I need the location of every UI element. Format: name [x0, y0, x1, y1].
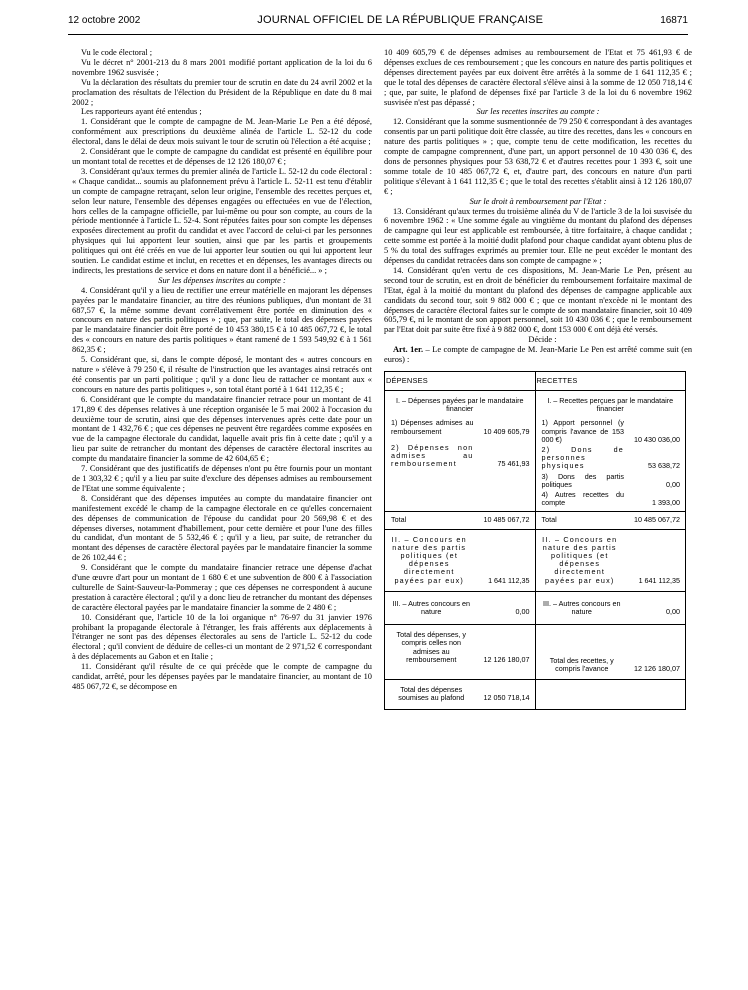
paragraph: Vu le code électoral ;: [81, 48, 153, 57]
rec-autres-label: III. – Autres concours en nature: [542, 598, 621, 617]
dep-section-3: [385, 591, 536, 624]
paragraph: Vu le décret n° 2001-213 du 8 mars 2001 modifié portant application de la loi du 6 novembre 1962 susvisée ;: [72, 57, 372, 77]
dep-soumis-plafond: [385, 680, 536, 709]
right-column: [384, 48, 692, 710]
dep-row: [385, 436, 535, 469]
article-1: [384, 345, 692, 365]
rec-total-cell: [536, 512, 686, 528]
paragraph: 7. Considérant que des justificatifs de dépenses n'ont pu être fournis pour un montant de 1 303,32 € ; qu'il y a lieu par suite d'exclure des dépenses admises au remboursement de l'Etat une somme équivalente ;: [72, 464, 372, 493]
paragraph: 10. Considérant que, l'article 10 de la loi organique n° 76-97 du 31 janvier 1976 prohibant la propagande électorale à l'étranger, les frais afférents aux déplacements à l'étranger ne sont pas des dépenses électorales au sens de l'article L. 52-12 du code électoral ; qu'il convient de déduire de celles-ci un montant de 2 971,52 € correspondant à des déplacements au Gabon et en Italie ;: [72, 612, 372, 662]
dep-soumis-label: Total des dépenses soumises au plafond: [398, 685, 465, 703]
dep-autres-label: III. – Autres concours en nature: [392, 598, 470, 617]
rec-total-label: Total: [541, 515, 557, 525]
recettes-section-1: [535, 391, 686, 512]
journal-title: JOURNAL OFFICIEL DE LA RÉPUBLIQUE FRANÇAISE: [257, 14, 544, 26]
paragraph: 6. Considérant que le compte du mandataire financier retrace pour un montant de 41 171,89 € des dépenses relatives à une réception organisée le 5 mai 2002 à l'occasion du deuxième tour de scrutin, ainsi que des dépenses intervenues après cette date pour un montant de 1 432,76 € ; que ces dépenses ne peuvent être regardées comme exposées en vue de la campagne électorale du candidat, laquelle avait pris fin à cette date ; qu'il y a lieu par suite de retrancher du montant des dépenses de caractère électoral inscrites au compte du mandataire financier la somme de 42 604,65 € ;: [72, 394, 372, 464]
paragraph: 14. Considérant qu'en vertu de ces dispositions, M. Jean-Marie Le Pen, présent au second tour de scrutin, est en droit de bénéficier du remboursement forfaitaire maximal de l'Etat, égal à la moitié du montant du plafond des dépenses de campagne applicable aux candidats du second tour, soit 9 882 000 € ; que ce montant n'excède ni le montant des dépenses de caractère électoral faites sur le compte de son mandataire financier, soit 10 409 605,79 €, ni le montant de son apport personnel, soit 10 430 036 € ; que le remboursement par l'Etat doit par suite être fixé à 9 882 000 €, dont 153 000 € ont déjà été versés.: [384, 265, 692, 335]
rec-row-amount: 53 638,72: [648, 461, 680, 471]
paragraph: Les rapporteurs ayant été entendus ;: [81, 107, 202, 117]
rec-concours-cell: [536, 530, 686, 591]
dep-total-row: [385, 512, 536, 529]
rec-row: [536, 444, 686, 471]
dep-total-label: Total: [391, 515, 407, 525]
dep-row-amount: 10 409 605,79: [483, 426, 530, 436]
dep-grand-total-label: Total des dépenses, y compris celles non admises au remboursement: [396, 630, 467, 664]
rec-row-label: 1) Apport personnel (y compris l'avance de 153 000 €): [541, 418, 624, 444]
rec-row-label: 2) Dons de personnes physiques: [541, 445, 624, 471]
rec-row: [536, 417, 686, 444]
page-number: 16871: [660, 15, 688, 26]
dep-section-title: I. – Dépenses payées par le mandataire financier: [396, 396, 524, 414]
col-header-recettes: RECETTES: [535, 372, 686, 391]
rec-row-amount: 0,00: [666, 479, 680, 489]
dep-section-2: [385, 529, 536, 591]
rec-total-row: [535, 512, 686, 529]
section-heading: Sur le droit à remboursement par l'Etat :: [469, 196, 607, 206]
dep-row-label: 1) Dépenses admises au remboursement: [391, 418, 474, 436]
rec-row: [536, 489, 686, 507]
rec-autres-amount: 0,00: [666, 607, 680, 617]
rec-section-3: [535, 591, 686, 624]
depenses-section-1: [385, 391, 536, 512]
rec-autres-cell: [536, 592, 686, 624]
dep-concours-cell: [385, 530, 535, 591]
rec-section-title: I. – Recettes perçues par le mandataire financier: [547, 396, 674, 414]
paragraph: 9. Considérant que le compte du mandataire financier retrace une dépense d'achat d'une œuvre d'art pour un montant de 1 680 € et une subvention de 800 € à l'association culturelle de Saint-Sauveur-la-Pommeray ; que ces dépenses ne correspondent à aucune prestation à caractère électoral ; qu'il y a donc lieu de retrancher du montant des dépenses de caractère électoral payées par le mandataire financier la somme de 2 480 € ;: [72, 563, 372, 612]
article-label: Art. 1er.: [393, 345, 424, 355]
paragraph: 12. Considérant que la somme susmentionnée de 79 250 € correspondant à des avantages consentis par un parti politique doit être classée, au titre des recettes, dans les « concours en nature des partis politiques » ; que, compte tenu de cette modification, les recettes du compte de campagne comprennent, d'une part, un apport personnel de 10 430 036 €, des dons de personnes physiques pour 53 638,72 € et d'autres recettes pour 1 393 €, soit une somme totale de 10 485 067,72 €, et, d'autre part, des concours en nature d'un parti politique s'élevant à 1 641 112,35 € ; que le total des recettes s'établit ainsi à 12 126 180,07 € ;: [384, 117, 692, 196]
dep-total-cell: [385, 512, 535, 528]
dep-row-label: 2) Dépenses non admises au remboursement: [391, 442, 474, 469]
rec-grand-total-cell: [536, 625, 686, 679]
rec-grand-total-amount: 12 126 180,07: [634, 664, 680, 674]
rec-row-amount: 10 430 036,00: [634, 434, 680, 444]
empty-cell: [535, 680, 686, 709]
campaign-account-table: [384, 371, 686, 710]
rec-total-amount: 10 485 067,72: [634, 515, 680, 525]
paragraph: 2. Considérant que le compte de campagne du candidat est présenté en équilibre pour un montant total de recettes et de dépenses de 12 126 180,07 € ;: [72, 147, 372, 166]
dep-total-amount: 10 485 067,72: [483, 515, 530, 525]
dep-grand-total: [385, 625, 536, 680]
dep-autres-amount: 0,00: [515, 607, 530, 617]
rec-section-2: [535, 529, 686, 591]
dep-soumis-cell: [385, 680, 535, 708]
rec-concours-label: II. – Concours en nature des partis politiques (et dépenses directement payées par eux): [542, 534, 618, 585]
paragraph: 3. Considérant qu'aux termes du premier alinéa de l'article L. 52-12 du code électoral : « Chaque candidat... soumis au plafonnement prévu à l'article L. 52-11 est tenu d'établir un compte de campagne retraçant, selon leur origine, l'ensemble des recettes perçues et, selon leur nature, l'ensemble des dépenses engagées ou effectuées en vue de l'élection, hors celles de la campagne officielle, par lui-même ou pour son compte, au cours de la période mentionnée à l'article L. 52-4. Sont réputées faites pour son compte les dépenses exposées directement au profit du candidat et avec l'accord de celui-ci par les personnes physiques qui lui apportent leur soutien, ainsi que par les partis et groupements politiques qui ont été créés en vue de lui apporter leur soutien ou qui lui apportent leur soutien. Le candidat estime et inclut, en recettes et en dépenses, les avantages directs ou indirects, les prestations de service et dons en nature dont il a bénéficié... » ;: [72, 166, 372, 275]
dep-grand-total-cell: [385, 625, 535, 670]
dep-concours-label: II. – Concours en nature des partis politiques (et dépenses directement payées par eux): [391, 534, 467, 585]
paragraph: 4. Considérant qu'il y a lieu de rectifier une erreur matérielle en majorant les dépenses payées par le mandataire financier, au titre des réunions publiques, d'un montant de 31 687,57 €, la même somme devant corrélativement être portée en diminution des « concours en nature des partis politiques » ; que, par suite, le total des dépenses payées par le mandataire financier doit être porté de 10 453 380,15 € à 10 485 067,72 €, le total des « concours en nature des partis politiques » étant ramené de 1 593 549,92 € à 1 561 862,35 € ;: [72, 285, 372, 355]
dep-autres-cell: [385, 592, 535, 624]
rec-grand-total: [535, 625, 686, 680]
page-header: [68, 14, 688, 35]
header-date: 12 octobre 2002: [68, 15, 141, 26]
decision-heading: Décide :: [528, 335, 557, 345]
paragraph: 10 409 605,79 € de dépenses admises au remboursement de l'Etat et 75 461,93 € de dépenses exclues de ces remboursement ; que les concours en nature des partis politiques et dépenses directement payées par eux doivent être arrêtés à la somme de 1 641 112,35 € ; que le total des dépenses de caractère électoral s'élève ainsi à la somme de 12 050 718,14 € ; que, par suite, le plafond de dépenses fixé par l'article 3 de la loi du 6 novembre 1962 susvisée n'est pas dépassé ;: [384, 48, 692, 107]
dep-row: [385, 417, 535, 435]
rec-concours-amount: 1 641 112,35: [638, 575, 680, 585]
dep-grand-total-amount: 12 126 180,07: [483, 654, 530, 664]
rec-grand-total-label: Total des recettes, y compris l'avance: [549, 655, 614, 674]
paragraph: 11. Considérant qu'il résulte de ce qui précède que le compte de campagne du candidat, arrêté, pour les dépenses payées par le mandataire financier, au montant de 10 485 067,72 €, se décompose en: [72, 662, 372, 691]
rec-row: [536, 471, 686, 489]
rec-row-amount: 1 393,00: [652, 498, 680, 508]
dep-row-amount: 75 461,93: [497, 459, 530, 469]
paragraph: Vu la déclaration des résultats du premier tour de scrutin en date du 24 avril 2002 et la proclamation des résultats de l'élection du Président de la République en date du 8 mai 2002 ;: [72, 77, 372, 107]
dep-soumis-amount: 12 050 718,14: [483, 693, 530, 703]
paragraph: 8. Considérant que des dépenses imputées au compte du mandataire financier ont manifestement excédé le champ de la campagne électorale en ce qu'elles concernaient des dépenses de communication de l'épouse du candidat pour 20 569,98 € et des dépenses diverses, notamment d'habillement, pour cette dernière et pour l'une des filles du candidat, d'un montant de 5 532,46 € ; qu'il y a lieu, par suite, de retrancher du montant des dépenses de caractère électoral payées par le mandataire financier la somme de 26 102,44 € ;: [72, 493, 372, 563]
paragraph: 5. Considérant que, si, dans le compte déposé, le montant des « autres concours en nature » s'élève à 79 250 €, il résulte de l'instruction que les avantages ainsi retracés ont été consentis par un parti politique ; qu'il y a donc lieu de rattacher ce montant aux « concours en nature des partis politiques », son total étant porté à 1 641 112,35 € ;: [72, 355, 372, 394]
paragraph: 1. Considérant que le compte de campagne de M. Jean-Marie Le Pen a été déposé, conformément aux prescriptions du deuxième alinéa de l'article L. 52-12 du code électoral, dans le délai de deux mois suivant le tour de scrutin où l'élection a été acquise ;: [72, 117, 372, 147]
left-column: [72, 48, 372, 692]
dep-concours-amount: 1 641 112,35: [488, 575, 530, 585]
section-heading: Sur les recettes inscrites au compte :: [476, 107, 600, 117]
rec-row-label: 4) Autres recettes du compte: [541, 490, 624, 508]
paragraph: 13. Considérant qu'aux termes du troisième alinéa du V de l'article 3 de la loi susvisée du 6 novembre 1962 : « Une somme égale au vingtième du montant du plafond des dépenses de campagne qui leur est applicable est remboursée, à titre forfaitaire, à chaque candidat ; cette somme est portée à la moitié dudit plafond pour chaque candidat ayant obtenu plus de 5 % du total des suffrages exprimés au premier tour. Elle ne peut excéder le montant des dépenses du candidat retracées dans son compte de campagne » ;: [384, 206, 692, 266]
article-text: – Le compte de campagne de M. Jean-Marie Le Pen est arrêté comme suit (en euros) :: [384, 345, 693, 365]
section-heading: Sur les dépenses inscrites au compte :: [158, 275, 286, 285]
rec-row-label: 3) Dons des partis politiques: [541, 471, 624, 489]
col-header-depenses: DÉPENSES: [385, 372, 536, 391]
